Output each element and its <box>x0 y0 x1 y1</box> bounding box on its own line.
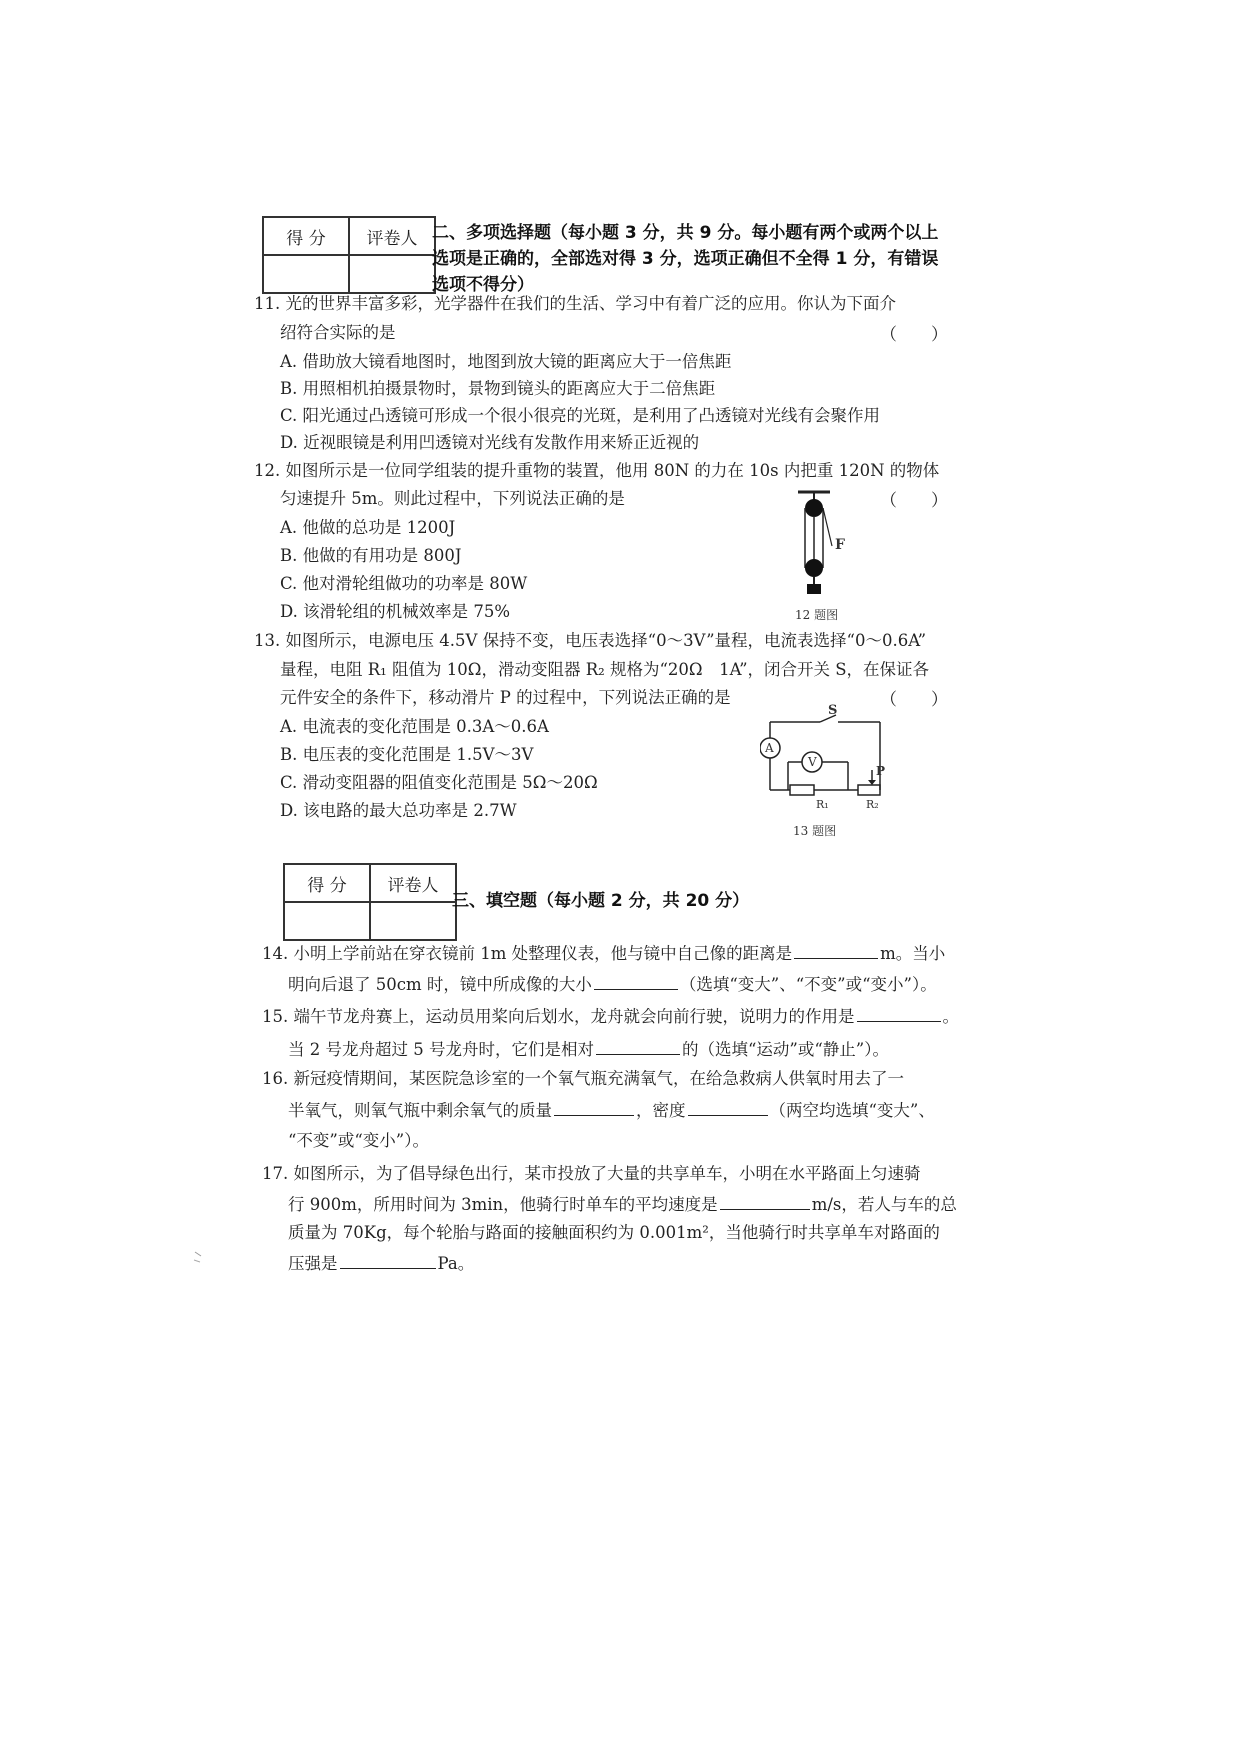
score-label: 得 分 <box>284 864 370 902</box>
q12-answer-paren[interactable]: （ ） <box>880 491 948 511</box>
q15-text: 当 2 号龙舟超过 5 号龙舟时，它们是相对 <box>288 1040 594 1059</box>
movable-pulley <box>805 559 823 577</box>
q14-text: m。当小 <box>880 944 946 963</box>
q12-option-b: B. 他做的有用功是 800J <box>280 546 462 565</box>
q16-line-3: “不变”或“变小”）。 <box>288 1131 429 1150</box>
voltmeter-label: V <box>808 755 817 769</box>
q16-text: （两空均选填“变大”、 <box>769 1101 935 1120</box>
resistor-r1 <box>790 785 814 795</box>
weight-block <box>807 584 821 594</box>
q17-text: 行 900m，所用时间为 3min，他骑行时单车的平均速度是 <box>288 1195 718 1214</box>
answer-blank[interactable] <box>554 1099 634 1116</box>
q17-text: m/s，若人与车的总 <box>811 1195 957 1214</box>
score-cell <box>284 902 370 940</box>
grader-cell <box>370 902 456 940</box>
q17-line-4 <box>288 1252 474 1275</box>
score-box-section3 <box>283 863 457 941</box>
scan-speck <box>193 1250 203 1264</box>
fixed-pulley <box>805 499 823 517</box>
rheostat-r2 <box>858 785 880 795</box>
slider-label: P <box>876 764 886 778</box>
q12-figure-caption: 12 题图 <box>795 608 839 622</box>
q17-text: 压强是 <box>288 1254 338 1273</box>
q12-stem-1: 12. 如图所示是一位同学组装的提升重物的装置，他用 80N 的力在 10s 内把重 120N 的物体 <box>254 461 940 480</box>
q16-line-2 <box>288 1099 935 1122</box>
section2-title-line: 选项是正确的，全部选对得 3 分，选项正确但不全得 1 分，有错误 <box>432 249 939 269</box>
section2-title-line: 二、多项选择题（每小题 3 分，共 9 分。每小题有两个或两个以上 <box>432 223 939 243</box>
ammeter-label: A <box>765 741 774 755</box>
q11-option-b: B. 用照相机拍摄景物时，景物到镜头的距离应大于二倍焦距 <box>280 379 716 398</box>
q13-stem-1: 13. 如图所示，电源电压 4.5V 保持不变，电压表选择“0～3V”量程，电流表选择“0～0.6A” <box>254 631 927 650</box>
q14-line-1 <box>262 942 945 965</box>
grader-label: 评卷人 <box>349 217 435 255</box>
grader-label: 评卷人 <box>370 864 456 902</box>
grader-cell <box>349 255 435 293</box>
q11-stem-1: 11. 光的世界丰富多彩，光学器件在我们的生活、学习中有着广泛的应用。你认为下面介 <box>254 294 896 313</box>
q14-text: （选填“变大”、“不变”或“变小”）。 <box>679 975 937 994</box>
answer-blank[interactable] <box>594 973 678 990</box>
switch-label: S <box>828 703 838 718</box>
q13-figure-caption: 13 题图 <box>793 824 837 838</box>
q11-answer-paren[interactable]: （ ） <box>880 325 948 345</box>
q15-line-2 <box>288 1038 889 1061</box>
q13-option-d: D. 该电路的最大总功率是 2.7W <box>280 801 517 820</box>
q11-option-d: D. 近视眼镜是利用凹透镜对光线有发散作用来矫正近视的 <box>280 433 700 452</box>
q13-stem-3: 元件安全的条件下，移动滑片 P 的过程中，下列说法正确的是 <box>280 688 731 707</box>
q15-text: 15. 端午节龙舟赛上，运动员用桨向后划水，龙舟就会向前行驶，说明力的作用是 <box>262 1007 855 1026</box>
q17-line-1: 17. 如图所示，为了倡导绿色出行，某市投放了大量的共享单车，小明在水平路面上匀速骑 <box>262 1164 921 1183</box>
q17-text: Pa。 <box>437 1254 475 1273</box>
section3-title: 三、填空题（每小题 2 分，共 20 分） <box>452 891 750 911</box>
q16-line-1: 16. 新冠疫情期间，某医院急诊室的一个氧气瓶充满氧气，在给急救病人供氧时用去了一 <box>262 1069 904 1088</box>
q12-stem-2: 匀速提升 5m。则此过程中，下列说法正确的是 <box>280 489 625 508</box>
answer-blank[interactable] <box>794 942 878 959</box>
answer-blank[interactable] <box>688 1099 768 1116</box>
q15-line-1 <box>262 1005 959 1028</box>
q12-option-d: D. 该滑轮组的机械效率是 75% <box>280 602 511 621</box>
section2-title <box>432 220 938 298</box>
q11-option-a: A. 借助放大镜看地图时，地图到放大镜的距离应大于一倍焦距 <box>280 352 732 371</box>
q14-line-2 <box>288 973 937 996</box>
score-cell <box>263 255 349 293</box>
pull-rope <box>823 508 832 546</box>
q16-text: ，密度 <box>636 1101 686 1120</box>
r2-label: R₂ <box>866 798 879 811</box>
q11-option-c: C. 阳光通过凸透镜可形成一个很小很亮的光斑，是利用了凸透镜对光线有会聚作用 <box>280 406 881 425</box>
answer-blank[interactable] <box>720 1193 810 1210</box>
r1-label: R₁ <box>816 798 829 811</box>
answer-blank[interactable] <box>857 1005 941 1022</box>
q15-text: 的（选填“运动”或“静止”）。 <box>681 1040 889 1059</box>
q14-text: 明向后退了 50cm 时，镜中所成像的大小 <box>288 975 592 994</box>
answer-blank[interactable] <box>340 1252 436 1269</box>
q17-line-3: 质量为 70Kg，每个轮胎与路面的接触面积约为 0.001m²，当他骑行时共享单车对路面的 <box>288 1223 940 1242</box>
answer-blank[interactable] <box>596 1038 680 1055</box>
q16-text: 半氧气，则氧气瓶中剩余氧气的质量 <box>288 1101 552 1120</box>
q13-option-c: C. 滑动变阻器的阻值变化范围是 5Ω～20Ω <box>280 773 598 792</box>
section2-title-line: 选项不得分） <box>432 275 534 295</box>
q15-text: 。 <box>942 1007 959 1026</box>
q13-option-a: A. 电流表的变化范围是 0.3A～0.6A <box>280 717 549 736</box>
q12-option-a: A. 他做的总功是 1200J <box>280 518 456 537</box>
q11-stem-2: 绍符合实际的是 <box>280 323 396 342</box>
q13-stem-2: 量程，电阻 R₁ 阻值为 10Ω，滑动变阻器 R₂ 规格为“20Ω 1A”，闭合开关 S，在保证各 <box>280 660 930 679</box>
q12-option-c: C. 他对滑轮组做功的功率是 80W <box>280 574 528 593</box>
q17-line-2 <box>288 1193 957 1216</box>
q13-option-b: B. 电压表的变化范围是 1.5V～3V <box>280 745 534 764</box>
q14-text: 14. 小明上学前站在穿衣镜前 1m 处整理仪表，他与镜中自己像的距离是 <box>262 944 793 963</box>
q13-answer-paren[interactable]: （ ） <box>880 690 948 710</box>
score-label: 得 分 <box>263 217 349 255</box>
score-box-section2 <box>262 216 436 294</box>
force-label: F <box>835 537 845 553</box>
